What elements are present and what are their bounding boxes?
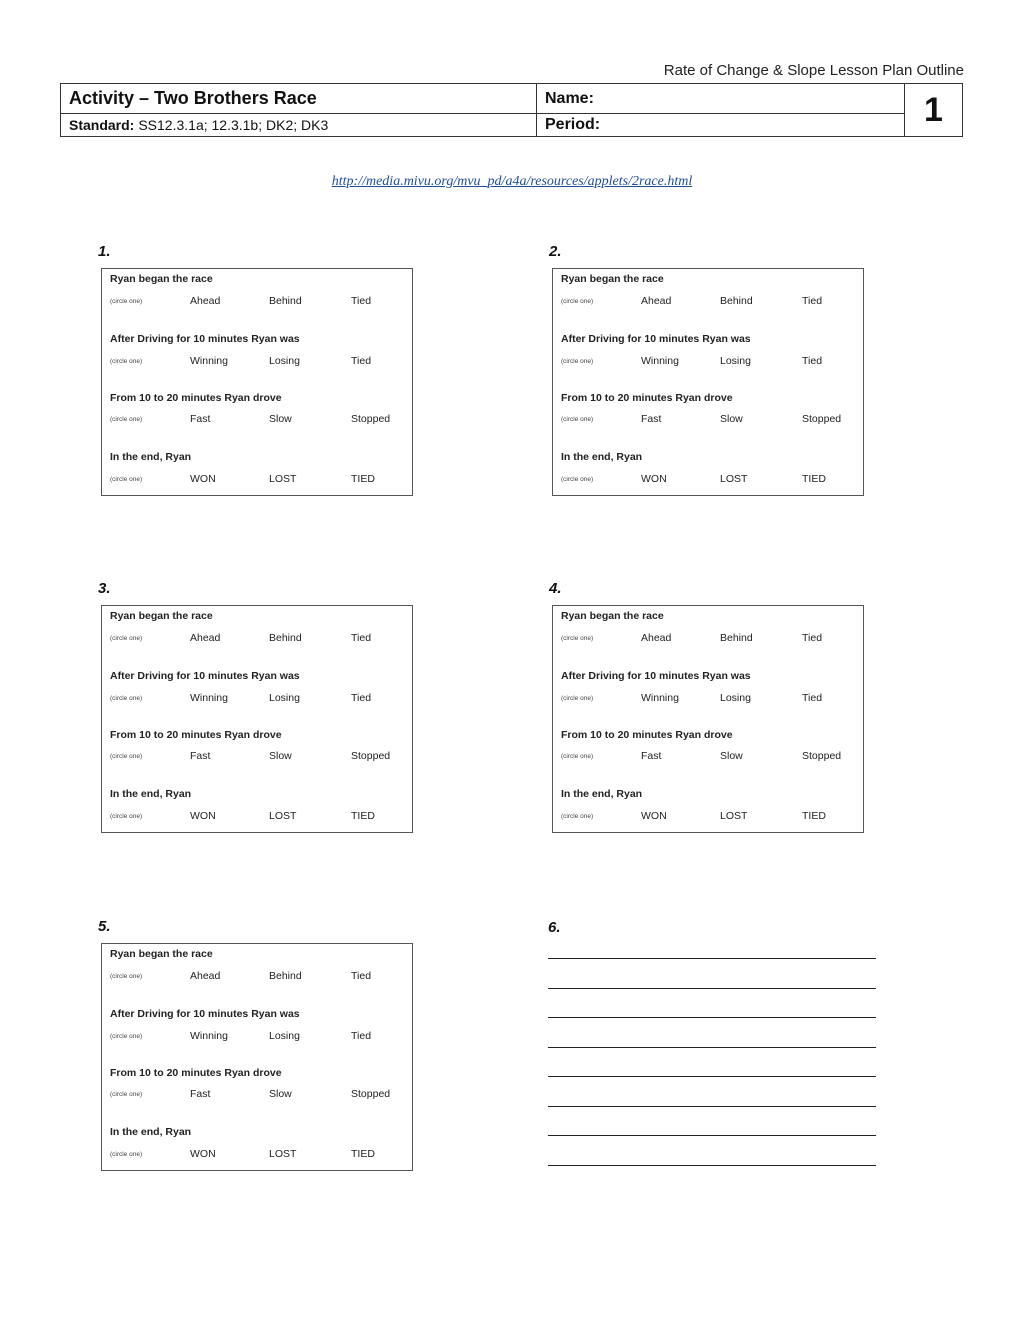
choice-option[interactable]: WON bbox=[641, 810, 667, 822]
activity-cell bbox=[61, 84, 537, 136]
standard-label: Standard: bbox=[69, 117, 135, 133]
question-prompt: From 10 to 20 minutes Ryan drove bbox=[561, 729, 733, 741]
question-prompt: Ryan began the race bbox=[561, 610, 664, 622]
circle-one-note: (circle one) bbox=[561, 813, 594, 820]
choice-option[interactable]: Behind bbox=[269, 632, 302, 644]
question-number: 3. bbox=[98, 580, 111, 597]
period-field[interactable]: Period: bbox=[545, 116, 601, 133]
choice-option[interactable]: WON bbox=[190, 810, 216, 822]
choice-option[interactable]: Losing bbox=[720, 692, 751, 704]
answer-line[interactable] bbox=[548, 1106, 876, 1107]
choice-row bbox=[110, 1088, 400, 1102]
circle-one-note: (circle one) bbox=[110, 635, 143, 642]
question-number: 5. bbox=[98, 918, 111, 935]
activity-title: Activity – Two Brothers Race bbox=[61, 84, 536, 114]
choice-option[interactable]: LOST bbox=[269, 473, 297, 485]
choice-row bbox=[110, 970, 400, 984]
choice-option[interactable]: Losing bbox=[720, 355, 751, 367]
question-prompt: In the end, Ryan bbox=[110, 1126, 192, 1138]
choice-row bbox=[110, 473, 400, 487]
question-prompt: After Driving for 10 minutes Ryan was bbox=[561, 333, 751, 345]
choice-row bbox=[110, 355, 400, 369]
answer-line[interactable] bbox=[548, 958, 876, 959]
choice-option[interactable]: TIED bbox=[802, 473, 826, 485]
choice-option[interactable]: Stopped bbox=[802, 413, 842, 425]
choice-option[interactable]: LOST bbox=[720, 473, 748, 485]
question-box bbox=[101, 268, 413, 496]
circle-one-note: (circle one) bbox=[110, 695, 143, 702]
choice-option[interactable]: Fast bbox=[190, 413, 211, 425]
choice-option[interactable]: Tied bbox=[802, 692, 823, 704]
choice-option[interactable]: TIED bbox=[351, 1148, 375, 1160]
choice-option[interactable]: Losing bbox=[269, 1030, 300, 1042]
question-box bbox=[101, 943, 413, 1171]
student-info-cell bbox=[537, 84, 905, 136]
choice-option[interactable]: Losing bbox=[269, 355, 300, 367]
choice-option[interactable]: Stopped bbox=[351, 750, 391, 762]
circle-one-note: (circle one) bbox=[110, 416, 143, 423]
choice-row bbox=[561, 810, 851, 824]
circle-one-note: (circle one) bbox=[110, 358, 143, 365]
question-prompt: From 10 to 20 minutes Ryan drove bbox=[561, 392, 733, 404]
choice-option[interactable]: Winning bbox=[190, 1030, 228, 1042]
circle-one-note: (circle one) bbox=[110, 813, 143, 820]
circle-one-note: (circle one) bbox=[110, 1033, 143, 1040]
choice-row bbox=[110, 692, 400, 706]
question-number: 1. bbox=[98, 243, 111, 260]
choice-row bbox=[561, 473, 851, 487]
choice-option[interactable]: Slow bbox=[269, 1088, 292, 1100]
choice-option[interactable]: Tied bbox=[351, 1030, 372, 1042]
circle-one-note: (circle one) bbox=[561, 298, 594, 305]
choice-option[interactable]: Ahead bbox=[190, 295, 221, 307]
choice-option[interactable]: Tied bbox=[802, 355, 823, 367]
choice-option[interactable]: LOST bbox=[269, 810, 297, 822]
choice-option[interactable]: Ahead bbox=[641, 295, 672, 307]
answer-line[interactable] bbox=[548, 1076, 876, 1077]
circle-one-note: (circle one) bbox=[561, 476, 594, 483]
circle-one-note: (circle one) bbox=[561, 358, 594, 365]
choice-option[interactable]: Stopped bbox=[351, 413, 391, 425]
document-subtitle: Rate of Change & Slope Lesson Plan Outline bbox=[663, 62, 964, 79]
choice-row bbox=[561, 692, 851, 706]
answer-line[interactable] bbox=[548, 1017, 876, 1018]
choice-option[interactable]: Winning bbox=[641, 355, 679, 367]
choice-option[interactable]: Tied bbox=[351, 355, 372, 367]
question-prompt: Ryan began the race bbox=[561, 273, 664, 285]
choice-option[interactable]: Fast bbox=[641, 413, 662, 425]
question-box bbox=[552, 268, 864, 496]
question-prompt: After Driving for 10 minutes Ryan was bbox=[110, 333, 300, 345]
page-number: 1 bbox=[924, 90, 943, 129]
choice-option[interactable]: TIED bbox=[351, 810, 375, 822]
choice-option[interactable]: Stopped bbox=[802, 750, 842, 762]
question-prompt: From 10 to 20 minutes Ryan drove bbox=[110, 392, 282, 404]
choice-option[interactable]: Behind bbox=[269, 970, 302, 982]
answer-line[interactable] bbox=[548, 1135, 876, 1136]
choice-option[interactable]: Fast bbox=[190, 750, 211, 762]
choice-row bbox=[110, 1030, 400, 1044]
choice-option[interactable]: Ahead bbox=[190, 970, 221, 982]
choice-option[interactable]: WON bbox=[190, 1148, 216, 1160]
choice-row bbox=[110, 632, 400, 646]
choice-option[interactable]: Tied bbox=[351, 692, 372, 704]
standard-row bbox=[61, 114, 536, 136]
question-prompt: Ryan began the race bbox=[110, 948, 213, 960]
choice-option[interactable]: LOST bbox=[269, 1148, 297, 1160]
answer-line[interactable] bbox=[548, 1047, 876, 1048]
choice-row bbox=[561, 355, 851, 369]
choice-row bbox=[110, 810, 400, 824]
choice-option[interactable]: Winning bbox=[641, 692, 679, 704]
choice-row bbox=[561, 295, 851, 309]
answer-line[interactable] bbox=[548, 988, 876, 989]
header-table bbox=[60, 83, 963, 137]
choice-row bbox=[110, 413, 400, 427]
choice-option[interactable]: Tied bbox=[802, 632, 823, 644]
answer-line[interactable] bbox=[548, 1165, 876, 1166]
question-prompt: In the end, Ryan bbox=[561, 451, 643, 463]
choice-option[interactable]: Behind bbox=[720, 295, 753, 307]
circle-one-note: (circle one) bbox=[110, 1091, 143, 1098]
choice-option[interactable]: Winning bbox=[190, 355, 228, 367]
choice-row bbox=[561, 413, 851, 427]
circle-one-note: (circle one) bbox=[110, 476, 143, 483]
circle-one-note: (circle one) bbox=[561, 635, 594, 642]
choice-option[interactable]: Fast bbox=[641, 750, 662, 762]
standard-value: SS12.3.1a; 12.3.1b; DK2; DK3 bbox=[138, 117, 329, 133]
question-prompt: From 10 to 20 minutes Ryan drove bbox=[110, 729, 282, 741]
circle-one-note: (circle one) bbox=[110, 973, 143, 980]
question-box bbox=[552, 605, 864, 833]
choice-option[interactable]: TIED bbox=[351, 473, 375, 485]
question-prompt: After Driving for 10 minutes Ryan was bbox=[561, 670, 751, 682]
circle-one-note: (circle one) bbox=[561, 753, 594, 760]
question-box bbox=[101, 605, 413, 833]
choice-option[interactable]: WON bbox=[190, 473, 216, 485]
question-number-6: 6. bbox=[548, 919, 561, 936]
choice-row bbox=[110, 295, 400, 309]
answer-lines bbox=[548, 958, 876, 1194]
choice-option[interactable]: LOST bbox=[720, 810, 748, 822]
circle-one-note: (circle one) bbox=[110, 753, 143, 760]
choice-option[interactable]: WON bbox=[641, 473, 667, 485]
choice-option[interactable]: Ahead bbox=[190, 632, 221, 644]
choice-option[interactable]: Fast bbox=[190, 1088, 211, 1100]
choice-row bbox=[110, 1148, 400, 1162]
choice-option[interactable]: Losing bbox=[269, 692, 300, 704]
choice-row bbox=[561, 632, 851, 646]
choice-option[interactable]: Winning bbox=[190, 692, 228, 704]
choice-option[interactable]: Slow bbox=[720, 750, 743, 762]
circle-one-note: (circle one) bbox=[561, 695, 594, 702]
choice-option[interactable]: Ahead bbox=[641, 632, 672, 644]
question-prompt: After Driving for 10 minutes Ryan was bbox=[110, 670, 300, 682]
choice-option[interactable]: Tied bbox=[351, 970, 372, 982]
question-prompt: From 10 to 20 minutes Ryan drove bbox=[110, 1067, 282, 1079]
choice-row bbox=[561, 750, 851, 764]
choice-option[interactable]: Behind bbox=[720, 632, 753, 644]
circle-one-note: (circle one) bbox=[110, 298, 143, 305]
name-field[interactable]: Name: bbox=[537, 84, 904, 114]
question-number: 2. bbox=[549, 243, 562, 260]
question-prompt: In the end, Ryan bbox=[110, 788, 192, 800]
question-prompt: Ryan began the race bbox=[110, 273, 213, 285]
choice-option[interactable]: Slow bbox=[720, 413, 743, 425]
question-number: 4. bbox=[549, 580, 562, 597]
choice-row bbox=[110, 750, 400, 764]
choice-option[interactable]: Slow bbox=[269, 413, 292, 425]
choice-option[interactable]: Stopped bbox=[351, 1088, 391, 1100]
choice-option[interactable]: Tied bbox=[351, 632, 372, 644]
choice-option[interactable]: TIED bbox=[802, 810, 826, 822]
circle-one-note: (circle one) bbox=[561, 416, 594, 423]
applet-url-link[interactable]: http://media.mivu.org/mvu_pd/a4a/resources/applets/2race.html bbox=[331, 174, 693, 189]
choice-option[interactable]: Slow bbox=[269, 750, 292, 762]
question-prompt: After Driving for 10 minutes Ryan was bbox=[110, 1008, 300, 1020]
circle-one-note: (circle one) bbox=[110, 1151, 143, 1158]
choice-option[interactable]: Tied bbox=[802, 295, 823, 307]
question-prompt: In the end, Ryan bbox=[110, 451, 192, 463]
choice-option[interactable]: Behind bbox=[269, 295, 302, 307]
choice-option[interactable]: Tied bbox=[351, 295, 372, 307]
question-prompt: In the end, Ryan bbox=[561, 788, 643, 800]
question-prompt: Ryan began the race bbox=[110, 610, 213, 622]
